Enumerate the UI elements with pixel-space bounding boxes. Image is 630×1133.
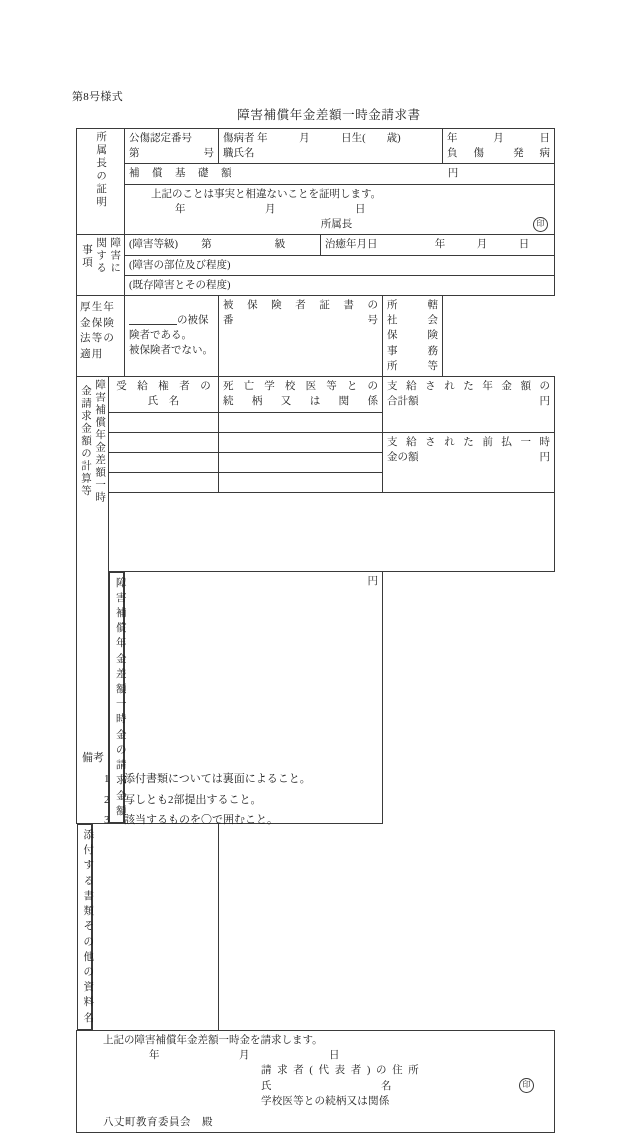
row-declaration	[77, 184, 555, 235]
row-compensation-base	[77, 164, 555, 184]
claim-form-table	[76, 128, 555, 1133]
recipient-name-input-1[interactable]	[109, 412, 219, 432]
attachments-value[interactable]	[93, 824, 219, 1031]
table-row	[77, 432, 555, 452]
note-text: 写しとも2部提出すること。	[124, 793, 262, 806]
advance-lump-label-1: 支 給 さ れ た 前 払 一 時	[387, 436, 551, 448]
declaration-date[interactable]: 年 月 日	[175, 203, 378, 215]
row-calc-head	[77, 377, 555, 412]
insurer-name-blank[interactable]	[129, 312, 177, 325]
cell-insurance-cert-no	[219, 295, 383, 376]
cell-injury-onset-date	[443, 129, 555, 164]
patient-birth-field[interactable]: 年 月 日生( 歳)	[257, 133, 401, 144]
notes-heading: 備考	[82, 752, 104, 764]
cell-declaration	[125, 184, 555, 235]
advance-lump-label-2: 金の額	[387, 451, 419, 463]
insurance-status-line2[interactable]: 被保険者でない。	[129, 345, 213, 357]
row-disability-grade	[77, 235, 555, 255]
occupation-name-label: 職氏名	[223, 148, 255, 160]
list-item	[82, 769, 311, 789]
cert-no-label-gou: 号	[367, 315, 378, 327]
note-number: 2	[104, 793, 110, 806]
cell-insurance-office	[383, 295, 460, 376]
note-text: 添付書類については裏面によること。	[124, 773, 311, 786]
addressee: 八丈町教育委員会 殿	[103, 1116, 213, 1128]
office-label-bottom: 事 務 所 等	[387, 345, 460, 372]
row-disability-part	[77, 255, 555, 275]
advance-lump-unit: 円	[539, 451, 551, 463]
cell-disability-part[interactable]: (障害の部位及び程度)	[125, 255, 555, 275]
notes-section	[82, 748, 311, 830]
claim-amount-unit: 円	[367, 575, 378, 587]
note-number: 1	[104, 773, 110, 786]
list-item	[82, 810, 311, 830]
relation-input-1[interactable]	[219, 412, 383, 432]
disability-grade-value[interactable]: 第 級	[201, 239, 286, 251]
disability-grade-label: (障害等級)	[129, 239, 178, 251]
cell-patient-info	[219, 129, 443, 164]
calc-vlabel-a: 障害補償年金差額一時	[94, 379, 106, 505]
relation-input-2[interactable]	[219, 432, 383, 452]
calculation-workspace[interactable]	[109, 492, 555, 571]
cell-paid-pension-total	[383, 377, 555, 432]
insurance-left-label-cell	[77, 295, 125, 376]
office-label-top: 所 轄 社 会 保 険	[387, 299, 449, 342]
cell-insurance-status	[125, 295, 219, 376]
row-closing-block	[77, 1030, 555, 1132]
declaration-text: 上記のことは事実と相違ないことを証明します。	[151, 188, 382, 200]
insurance-status-line1[interactable]: の被保険者である。	[129, 314, 209, 342]
calc-vlabel-b: 金請求金額の計算等	[80, 385, 91, 498]
cell-closing-statement	[77, 1030, 555, 1132]
attachments-label: 添付する書類その他の資料名	[77, 824, 93, 1030]
relation-label-line1: 死亡学校医等との	[223, 381, 378, 393]
claim-amount-label: 障害補償年金差額一時金の請求金額	[109, 572, 124, 824]
cell-advance-lump-sum	[383, 432, 555, 492]
paid-pension-unit: 円	[539, 396, 551, 408]
compensation-base-unit: 円	[447, 168, 459, 180]
note-number: 3	[104, 814, 110, 827]
injury-date-top[interactable]: 年 月 日	[447, 133, 551, 144]
row-attachments	[77, 824, 555, 1031]
cell-compensation-base	[125, 164, 555, 184]
injury-date-bottom: 負 傷 発 病	[447, 148, 551, 160]
patient-label: 傷病者	[223, 133, 255, 144]
cell-disability-existing[interactable]: (既存障害とその程度)	[125, 275, 555, 295]
cell-disability-grade	[125, 235, 321, 255]
healing-date-value[interactable]: 年 月 日	[434, 239, 530, 251]
closing-date[interactable]: 年 月 日	[149, 1050, 352, 1062]
applicant-address-label: 請 求 者 ( 代 表 者 ) の 住 所	[261, 1065, 421, 1077]
compensation-base-label: 補 償 基 礎 額	[129, 168, 233, 180]
cert-no-label-top: 被 保 険 者 証 書 の	[223, 299, 378, 311]
paid-pension-label-1: 支 給 さ れ た 年 金 額 の	[387, 381, 551, 393]
disability-vlabel-c: 事項	[80, 243, 92, 269]
row-insurance	[77, 295, 555, 376]
injury-cert-no-value[interactable]: 第 号	[129, 148, 214, 160]
page-title: 障害補償年金差額一時金請求書	[237, 108, 421, 122]
cert-no-label-ban: 番	[223, 315, 234, 327]
injury-cert-no-label: 公傷認定番号	[129, 133, 192, 144]
col-header-relation	[219, 377, 383, 412]
disability-vlabel-b: 関する	[95, 237, 107, 275]
col-header-recipient-name: 受 給 権 者 の 氏 名	[109, 377, 219, 412]
note-text: 該当するものを〇で囲むこと。	[124, 814, 278, 827]
recipient-name-input-2[interactable]	[109, 432, 219, 452]
list-item	[82, 790, 311, 810]
closing-statement: 上記の障害補償年金差額一時金を請求します。	[103, 1034, 323, 1046]
signer-label: 所属長	[320, 219, 353, 231]
row-disability-existing	[77, 275, 555, 295]
relation-label-line2: 続柄又は関係	[223, 396, 378, 408]
section-chief-vertical-label: 所属長の証明	[77, 129, 125, 235]
form-number: 第8号様式	[72, 91, 123, 103]
seal-icon: 印	[519, 1078, 534, 1093]
disability-vlabel-a: 障害に	[109, 237, 121, 275]
recipient-name-input-3[interactable]	[109, 452, 219, 472]
paid-pension-label-2: 合計額	[387, 396, 419, 408]
applicant-relation-label: 学校医等との続柄又は関係	[261, 1095, 390, 1107]
cell-injury-cert-number	[125, 129, 219, 164]
recipient-name-input-4[interactable]	[109, 472, 219, 492]
healing-date-label: 治癒年月日	[325, 239, 378, 251]
disability-vertical-label	[77, 235, 125, 296]
seal-icon: 印	[533, 217, 548, 232]
row-cert-head	[77, 129, 555, 164]
relation-input-4[interactable]	[219, 472, 383, 492]
row-calc-workspace	[77, 492, 555, 571]
cell-healing-date	[321, 235, 555, 255]
applicant-name-label: 氏 名	[261, 1080, 393, 1092]
relation-input-3[interactable]	[219, 452, 383, 472]
insurance-left-label: 厚生年金保険法等の適用	[80, 301, 116, 361]
